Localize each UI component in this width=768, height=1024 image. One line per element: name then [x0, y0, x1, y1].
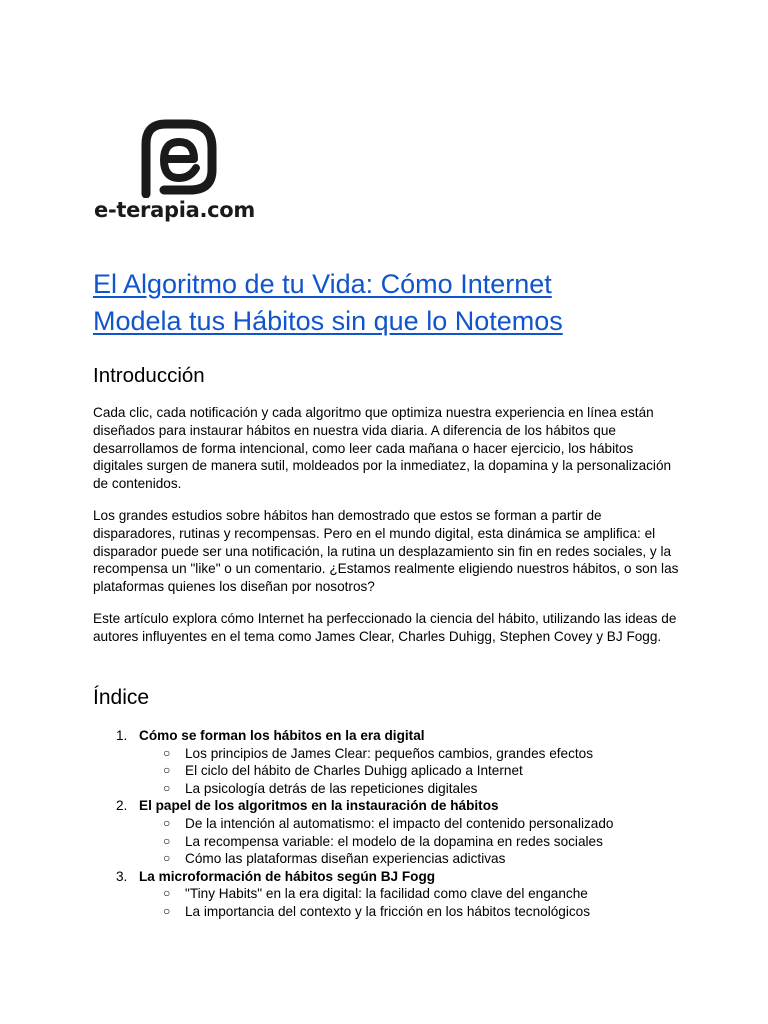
toc-subitem-text: La recompensa variable: el modelo de la dopamina en redes sociales: [185, 833, 603, 849]
toc-subitem: [163, 850, 693, 868]
hollow-bullet-icon: ○: [163, 903, 171, 918]
toc-subitem-text: La psicología detrás de las repeticiones digitales: [185, 780, 478, 796]
title-line-1[interactable]: El Algoritmo de tu Vida: Cómo Internet: [93, 269, 552, 299]
e-logo-icon: [138, 118, 218, 198]
intro-heading: Introducción: [93, 364, 205, 387]
toc-section: [93, 868, 693, 886]
hollow-bullet-icon: ○: [163, 780, 171, 795]
toc-section: [93, 797, 693, 815]
toc-subitem: [163, 762, 693, 780]
toc-section-title: El papel de los algoritmos en la instauración de hábitos: [139, 798, 499, 814]
toc-number: 3.: [116, 868, 128, 884]
title-line-2[interactable]: Modela tus Hábitos sin que lo Notemos: [93, 306, 563, 336]
toc-subitem: [163, 780, 693, 798]
toc-subitem-text: De la intención al automatismo: el impacto del contenido personalizado: [185, 815, 614, 831]
hollow-bullet-icon: ○: [163, 851, 171, 866]
toc-number: 2.: [116, 798, 128, 814]
toc-section: [93, 727, 693, 745]
toc-subitem-text: "Tiny Habits" en la era digital: la facilidad como clave del enganche: [185, 886, 588, 902]
toc-subitem-text: La importancia del contexto y la fricción en los hábitos tecnológicos: [185, 903, 591, 919]
toc-subitem-text: El ciclo del hábito de Charles Duhigg aplicado a Internet: [185, 763, 523, 779]
intro-paragraph-2: Los grandes estudios sobre hábitos han demostrado que estos se forman a partir de disparadores, rutinas y recompensas. Pero en el mundo digital, esta dinámica se amplifica: el disparador puede ser una notificación, la rutina un desplazamiento sin fin en redes sociales, y la recompensa un "like" o un comentario. ¿Estamos realmente eligiendo nuestros hábitos, o son las plataformas quienes los diseñan por nosotros?: [93, 508, 679, 595]
toc-subitem-text: Los principios de James Clear: pequeños cambios, grandes efectos: [185, 745, 594, 761]
intro-paragraph-1: Cada clic, cada notificación y cada algoritmo que optimiza nuestra experiencia en línea están diseñados para instaurar hábitos en nuestra vida diaria. A diferencia de los hábitos que desarrollamos de forma intencional, como leer cada mañana o hacer ejercicio, los hábitos digitales surgen de manera sutil, moldeados por la inmediatez, la dopamina y la personalización de contenidos.: [93, 405, 672, 492]
index-heading: Índice: [93, 686, 150, 709]
toc-subitem: [163, 903, 693, 921]
toc-section-title: La microformación de hábitos según BJ Fogg: [139, 868, 436, 884]
article-title-link[interactable]: [93, 266, 693, 340]
toc-subitem-text: Cómo las plataformas diseñan experiencias adictivas: [185, 851, 506, 867]
toc-section-title: Cómo se forman los hábitos en la era digital: [139, 728, 425, 743]
hollow-bullet-icon: ○: [163, 815, 171, 830]
hollow-bullet-icon: ○: [163, 763, 171, 778]
hollow-bullet-icon: ○: [163, 745, 171, 760]
hollow-bullet-icon: ○: [163, 833, 171, 848]
hollow-bullet-icon: ○: [163, 886, 171, 901]
intro-paragraph-3: Este artículo explora cómo Internet ha perfeccionado la ciencia del hábito, utilizando las ideas de autores influyentes en el tema como James Clear, Charles Duhigg, Stephen Covey y BJ Fogg.: [93, 611, 677, 644]
toc-number: 1.: [116, 728, 128, 743]
toc-subitem: [163, 833, 693, 851]
table-of-contents: [93, 727, 693, 921]
logo-text: e-terapia.com: [94, 198, 256, 222]
logo: [94, 118, 264, 228]
toc-subitem: [163, 745, 693, 763]
toc-subitem: [163, 815, 693, 833]
toc-subitem: [163, 885, 693, 903]
